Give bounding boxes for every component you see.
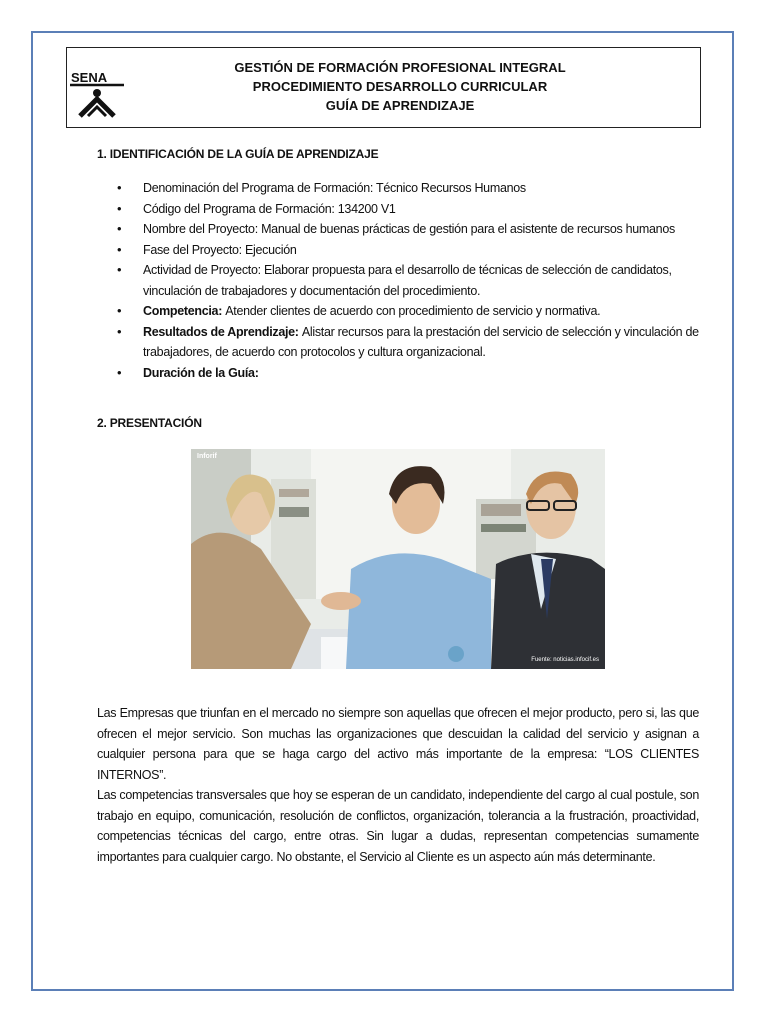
paragraph-2: Las competencias transversales que hoy se esperan de un candidato, independiente del cargo al cual postule, son trabajo en equipo, comunicación, resolución de conflictos, organización, tolerancia a la frustración, proactividad, competencias técnicas del cargo, entre otras. Sin lugar a dudas, representan competencias sumamente importantes para cualquier cargo. No obstante, el Servicio al Cliente es un aspecto aún más determinante.	[97, 788, 699, 864]
header-line-3: GUÍA DE APRENDIZAJE	[325, 98, 475, 113]
list-item: • Actividad de Proyecto: Elaborar propuesta para el desarrollo de técnicas de selección de candidatos, vinculación de trabajadores y documentación del procedimiento.	[117, 260, 707, 301]
handshake-meeting-image	[191, 449, 605, 669]
list-item: • Fase del Proyecto: Ejecución	[117, 240, 707, 261]
identification-list	[117, 178, 707, 383]
list-item: • Duración de la Guía:	[117, 363, 707, 384]
header-line-2: PROCEDIMIENTO DESARROLLO CURRICULAR	[252, 79, 548, 94]
sena-logo-icon	[70, 68, 126, 120]
section-2-title: 2. PRESENTACIÓN	[97, 416, 202, 430]
sena-logo-text: SENA	[71, 70, 108, 85]
header-line-1: GESTIÓN DE FORMACIÓN PROFESIONAL INTEGRAL	[234, 60, 566, 75]
list-item: • Código del Programa de Formación: 134200 V1	[117, 199, 707, 220]
list-item: • Competencia: Atender clientes de acuerdo con procedimiento de servicio y normativa.	[117, 301, 707, 322]
list-item: • Denominación del Programa de Formación: Técnico Recursos Humanos	[117, 178, 707, 199]
header-titles	[130, 58, 670, 115]
section-1-title: 1. IDENTIFICACIÓN DE LA GUÍA DE APRENDIZAJE	[97, 147, 379, 161]
presentation-photo	[191, 449, 605, 669]
list-item: • Resultados de Aprendizaje: Alistar recursos para la prestación del servicio de selección y vinculación de trabajadores, de acuerdo con protocolos y cultura organizacional.	[117, 322, 707, 363]
photo-source: Fuente: noticias.infocif.es	[531, 657, 599, 663]
presentation-text	[97, 703, 699, 867]
list-item: • Nombre del Proyecto: Manual de buenas prácticas de gestión para el asistente de recursos humanos	[117, 219, 707, 240]
photo-watermark-logo: Inforif	[197, 453, 217, 460]
paragraph-1: Las Empresas que triunfan en el mercado no siempre son aquellas que ofrecen el mejor producto, pero si, las que ofrecen el mejor servicio. Son muchas las organizaciones que descuidan la calidad del servicio y asignan a cualquier persona para que se haga cargo del activo más importante de la empresa: “LOS CLIENTES INTERNOS”.	[97, 706, 699, 782]
